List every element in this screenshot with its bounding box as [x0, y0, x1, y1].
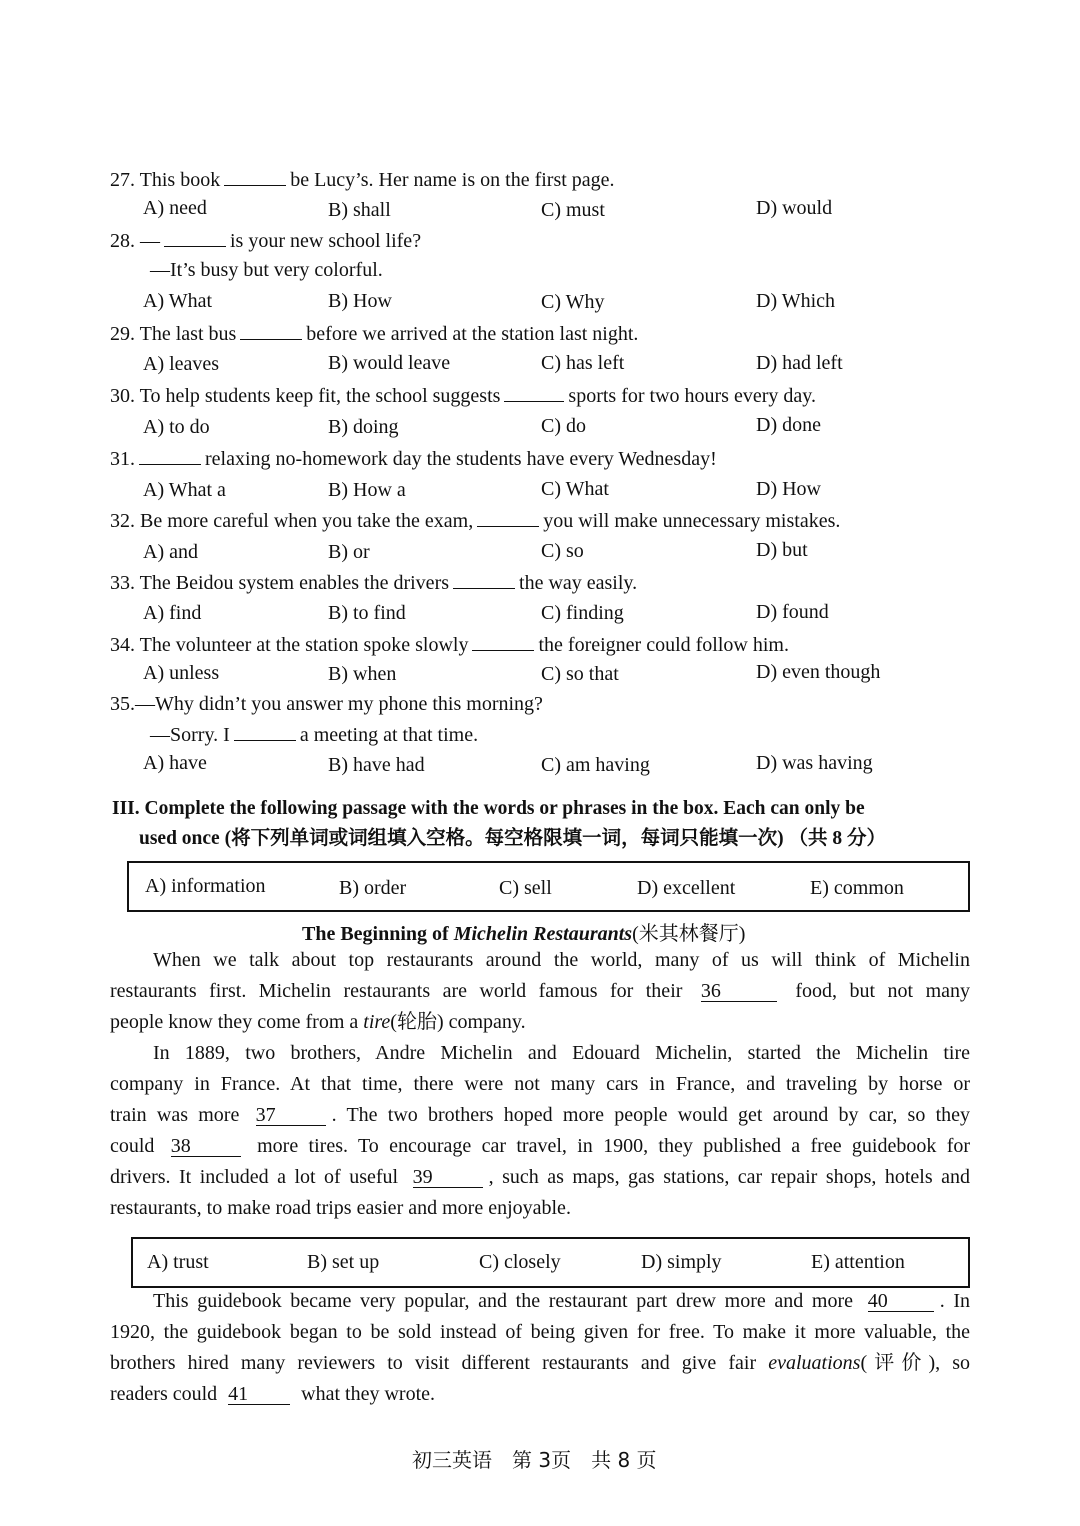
answer-blank[interactable] [453, 570, 515, 589]
para-text: restaurants first. Michelin restaurants are world famous for their [110, 980, 683, 1002]
question-33 [110, 570, 637, 595]
question-text: To help students keep fit, the school suggests [139, 385, 501, 407]
question-text: —Why didn’t you answer my phone this morning? [135, 693, 543, 715]
option-a[interactable]: A) need [143, 197, 207, 219]
section-heading: III. Complete the following passage with the words or phrases in the box. Each can only be [112, 798, 865, 819]
question-30 [110, 383, 816, 408]
option-a[interactable]: A) find [143, 602, 202, 624]
word-option: C) closely [479, 1251, 561, 1273]
word-option: B) set up [307, 1251, 380, 1273]
option-c[interactable]: C) finding [541, 602, 624, 624]
para-text: This guidebook became very popular, and the restaurant part drew more and more [153, 1290, 854, 1312]
question-text: This book [139, 169, 221, 191]
option-d[interactable]: D) Which [756, 290, 836, 312]
option-b[interactable]: B) doing [328, 416, 399, 438]
question-32 [110, 508, 840, 533]
para-line [110, 1100, 970, 1131]
reply-text: a meeting at that time. [299, 724, 479, 746]
question-number: 33. [110, 572, 135, 594]
question-text: Be more careful when you take the exam, [140, 510, 474, 532]
answer-blank[interactable] [139, 446, 201, 465]
para-text: . The two brothers hoped more people would get around by car, so they [331, 1104, 971, 1126]
para-line: company in France. At that time, there were not many cars in France, and traveling by horse or [110, 1073, 970, 1095]
option-c[interactable]: C) Why [541, 291, 605, 313]
question-text: The Beidou system enables the drivers [139, 572, 450, 594]
word-option: C) sell [499, 877, 552, 899]
option-c[interactable]: C) so [541, 540, 584, 562]
blank-40[interactable]: 40 [868, 1291, 934, 1312]
paragraph-3 [110, 1286, 970, 1410]
option-b[interactable]: B) when [328, 663, 397, 685]
reply-text: —Sorry. I [150, 724, 230, 746]
paragraph-2 [110, 1038, 970, 1224]
word-option: D) excellent [637, 877, 736, 899]
para-line: When we talk about top restaurants around the world, many of us will think of Michelin [153, 949, 970, 971]
question-text: sports for two hours every day. [568, 385, 816, 407]
option-d[interactable]: D) but [756, 539, 808, 561]
option-b[interactable]: B) or [328, 541, 370, 563]
title-chinese: (米其林餐厅) [632, 923, 746, 945]
para-text: more tires. To encourage car travel, in 1900, they published a free guidebook for [257, 1135, 971, 1157]
para-text: what they wrote. [301, 1383, 436, 1405]
option-b[interactable]: B) How [328, 290, 392, 312]
option-d[interactable]: D) done [756, 414, 821, 436]
option-a[interactable]: A) What a [143, 479, 226, 501]
option-c[interactable]: C) must [541, 199, 605, 221]
para-line [110, 1131, 970, 1162]
option-c[interactable]: C) has left [541, 352, 625, 374]
para-text: people know they come from a [110, 1011, 359, 1033]
question-text: you will make unnecessary mistakes. [543, 510, 841, 532]
question-text: relaxing no-homework day the students have every Wednesday! [205, 448, 717, 470]
answer-blank[interactable] [224, 167, 286, 186]
question-number: 30. [110, 385, 135, 407]
option-b[interactable]: B) How a [328, 479, 406, 501]
word-option: A) information [145, 875, 266, 897]
para-text: brothers hired many reviewers to visit different restaurants and give fair [110, 1352, 757, 1374]
para-line [110, 1286, 970, 1317]
option-b[interactable]: B) shall [328, 199, 391, 221]
word-option: D) simply [641, 1251, 722, 1273]
option-b[interactable]: B) would leave [328, 352, 451, 374]
paragraph-1 [110, 945, 970, 1038]
option-d[interactable]: D) How [756, 478, 821, 500]
passage-title [302, 917, 745, 946]
option-c[interactable]: C) do [541, 415, 586, 437]
para-text: train was more [110, 1104, 240, 1126]
option-d[interactable]: D) had left [756, 352, 843, 374]
question-text: the way easily. [519, 572, 638, 594]
para-text: (评价), so [860, 1352, 971, 1374]
option-a[interactable]: A) unless [143, 662, 220, 684]
para-line [110, 1348, 970, 1379]
para-text: readers could [110, 1383, 218, 1405]
question-number: 35. [110, 693, 135, 715]
answer-blank[interactable] [240, 321, 302, 340]
para-line [110, 1162, 970, 1193]
blank-37[interactable]: 37 [256, 1105, 326, 1126]
option-b[interactable]: B) have had [328, 754, 425, 776]
para-italic: evaluations [768, 1352, 861, 1374]
blank-38[interactable]: 38 [171, 1136, 241, 1157]
option-d[interactable]: D) even though [756, 661, 881, 683]
para-line: restaurants, to make road trips easier and more enjoyable. [110, 1197, 571, 1219]
para-text: (轮胎) company. [390, 1011, 526, 1033]
option-b[interactable]: B) to find [328, 602, 406, 624]
para-text: food, but not many [795, 980, 971, 1002]
blank-39[interactable]: 39 [413, 1167, 483, 1188]
question-text: The volunteer at the station spoke slowly [139, 634, 469, 656]
option-a[interactable]: A) and [143, 541, 198, 563]
dialogue-reply: —It’s busy but very colorful. [150, 259, 383, 281]
question-number: 34. [110, 634, 135, 656]
question-35 [110, 692, 543, 716]
word-box-2 [131, 1237, 970, 1288]
question-number: 31. [110, 448, 135, 470]
option-c[interactable]: C) am having [541, 754, 650, 776]
blank-36[interactable]: 36 [701, 981, 777, 1002]
option-d[interactable]: D) found [756, 601, 829, 623]
question-number: 27. [110, 169, 135, 191]
title-text: The Beginning of [302, 923, 454, 945]
question-text: The last bus [139, 323, 237, 345]
word-option: B) order [339, 877, 407, 899]
para-text: drivers. It included a lot of useful [110, 1166, 399, 1188]
question-number: 28. [110, 230, 135, 252]
question-text: — [140, 230, 160, 252]
word-option: E) common [810, 877, 904, 899]
question-number: 32. [110, 510, 135, 532]
para-line [110, 1007, 970, 1038]
option-a[interactable]: A) What [143, 290, 213, 312]
answer-blank[interactable] [477, 508, 539, 527]
option-c[interactable]: C) What [541, 478, 609, 500]
answer-blank[interactable] [234, 722, 296, 741]
question-34 [110, 632, 789, 657]
para-line [110, 1379, 970, 1410]
question-29 [110, 321, 638, 346]
para-line [110, 976, 970, 1007]
answer-blank[interactable] [164, 228, 226, 247]
para-line: In 1889, two brothers, Andre Michelin and Edouard Michelin, started the Michelin tire [153, 1042, 970, 1064]
option-a[interactable]: A) have [143, 752, 207, 774]
para-text: . In [939, 1290, 971, 1312]
word-box-1 [127, 861, 970, 912]
para-italic: tire [363, 1011, 391, 1033]
page-footer: 初三英语 第 3页 共 8 页 [412, 1448, 657, 1472]
option-a[interactable]: A) to do [143, 416, 210, 438]
question-number: 29. [110, 323, 135, 345]
question-text: is your new school life? [230, 230, 422, 252]
question-28 [110, 228, 421, 253]
section-heading-line2: used once (将下列单词或词组填入空格。每空格限填一词，每词只能填一次) （共 8 分） [139, 828, 886, 849]
para-line: 1920, the guidebook began to be sold instead of being given for free. To make it more valuable, the [110, 1321, 970, 1343]
option-d[interactable]: D) was having [756, 752, 873, 774]
question-text: before we arrived at the station last night. [306, 323, 639, 345]
question-31 [110, 446, 717, 471]
option-c[interactable]: C) so that [541, 663, 619, 685]
answer-blank[interactable] [504, 383, 564, 402]
option-d[interactable]: D) would [756, 197, 833, 219]
question-text: the foreigner could follow him. [538, 634, 789, 656]
word-option: A) trust [147, 1251, 209, 1273]
para-text: could [110, 1135, 155, 1157]
answer-blank[interactable] [472, 632, 534, 651]
word-option: E) attention [811, 1251, 905, 1273]
option-a[interactable]: A) leaves [143, 353, 220, 375]
question-27 [110, 167, 615, 192]
dialogue-reply [150, 722, 478, 747]
title-italic: Michelin Restaurants [453, 923, 633, 945]
blank-41[interactable]: 41 [228, 1384, 290, 1405]
para-text: , such as maps, gas stations, car repair shops, hotels and [488, 1166, 971, 1188]
question-text: be Lucy’s. Her name is on the first page. [290, 169, 615, 191]
